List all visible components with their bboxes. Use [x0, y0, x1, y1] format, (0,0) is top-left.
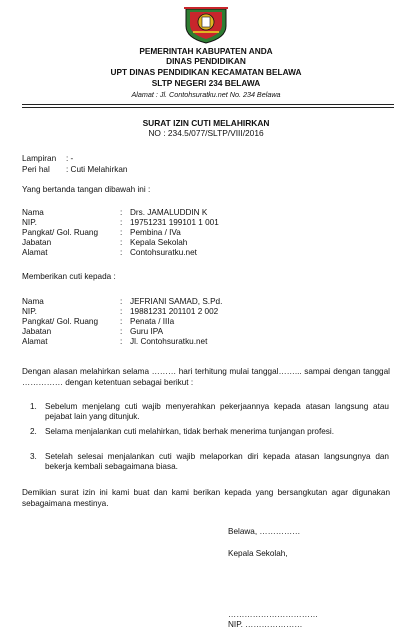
- condition-number: 2.: [30, 427, 37, 436]
- signer-colon: :: [120, 228, 123, 237]
- recipient-name-value: JEFRIANI SAMAD, S.Pd.: [130, 297, 223, 306]
- recipient-colon: :: [120, 337, 123, 346]
- subject-label: Peri hal: [22, 165, 50, 174]
- recipient-colon: :: [120, 297, 123, 306]
- leave-reason-paragraph: Dengan alasan melahirkan selama ……… hari terhitung mulai tanggal……... sampai dengan tanggal …………… dengan ketentuan sebagai berikut :: [22, 367, 390, 387]
- header-divider-thin: [22, 107, 394, 108]
- condition-number: 3.: [30, 452, 37, 461]
- signer-rank-label: Pangkat/ Gol. Ruang: [22, 228, 99, 237]
- signer-nip-label: NIP.: [22, 218, 37, 227]
- signature-nip: NIP. …………………: [228, 620, 303, 629]
- header-divider-thick: [22, 104, 394, 105]
- recipient-position-label: Jabatan: [22, 327, 52, 336]
- recipient-address-label: Alamat: [22, 337, 48, 346]
- signer-position-value: Kepala Sekolah: [130, 238, 188, 247]
- recipient-colon: :: [120, 307, 123, 316]
- condition-number: 1.: [30, 402, 37, 411]
- signer-colon: :: [120, 218, 123, 227]
- signer-name-value: Drs. JAMALUDDIN K: [130, 208, 208, 217]
- recipient-nip-value: 19881231 201101 2 002: [130, 307, 219, 316]
- condition-item: Setelah selesai menjalankan cuti wajib melaporkan diri kepada atasan langsungnya dan bekerja kembali sebagaimana biasa.: [45, 452, 389, 471]
- condition-item: Sebelum menjelang cuti wajib menyerahkan pekerjaannya kepada atasan langsung atau pejabat lain yang ditunjuk.: [45, 402, 389, 421]
- recipient-name-label: Nama: [22, 297, 44, 306]
- signer-colon: :: [120, 248, 123, 257]
- signer-nip-value: 19751231 199101 1 001: [130, 218, 219, 227]
- signer-rank-value: Pembina / IVa: [130, 228, 181, 237]
- recipient-rank-label: Pangkat/ Gol. Ruang: [22, 317, 99, 326]
- signer-colon: :: [120, 238, 123, 247]
- recipient-nip-label: NIP.: [22, 307, 37, 316]
- signer-colon: :: [120, 208, 123, 217]
- header-school: SLTP NEGERI 234 BELAWA: [151, 78, 261, 88]
- signer-name-label: Nama: [22, 208, 44, 217]
- attachment-label: Lampiran: [22, 154, 57, 163]
- signer-address-value: Contohsuratku.net: [130, 248, 197, 257]
- recipient-rank-value: Penata / IIIa: [130, 317, 175, 326]
- signature-place-date: Belawa, ……………: [228, 527, 301, 536]
- letter-title: SURAT IZIN CUTI MELAHIRKAN: [142, 118, 270, 128]
- signer-position-label: Jabatan: [22, 238, 52, 247]
- signature-name-line: ……………………………: [228, 610, 319, 619]
- header-government: PEMERINTAH KABUPATEN ANDA: [139, 46, 273, 56]
- regency-emblem-icon: [183, 4, 229, 44]
- letter-number: NO : 234.5/077/SLTP/VIII/2016: [148, 128, 264, 138]
- signer-address-label: Alamat: [22, 248, 48, 257]
- header-address: Alamat : Jl. Contohsuratku.net No. 234 Belawa: [131, 90, 281, 99]
- recipient-intro: Memberikan cuti kepada :: [22, 272, 116, 281]
- condition-item: Selama menjalankan cuti melahirkan, tidak berhak menerima tunjangan profesi.: [45, 427, 334, 436]
- recipient-position-value: Guru IPA: [130, 327, 164, 336]
- subject-value: : Cuti Melahirkan: [66, 165, 128, 174]
- attachment-value: : -: [66, 154, 74, 163]
- signature-position: Kepala Sekolah,: [228, 549, 288, 558]
- recipient-address-value: Jl. Contohsuratku.net: [130, 337, 208, 346]
- recipient-colon: :: [120, 317, 123, 326]
- signer-intro: Yang bertanda tangan dibawah ini :: [22, 185, 151, 194]
- closing-paragraph: Demikian surat izin ini kami buat dan kami berikan kepada yang bersangkutan agar digunakan sebagaimana mestinya.: [22, 488, 390, 508]
- header-upt: UPT DINAS PENDIDIKAN KECAMATAN BELAWA: [110, 67, 302, 77]
- recipient-colon: :: [120, 327, 123, 336]
- header-department: DINAS PENDIDIKAN: [166, 56, 246, 66]
